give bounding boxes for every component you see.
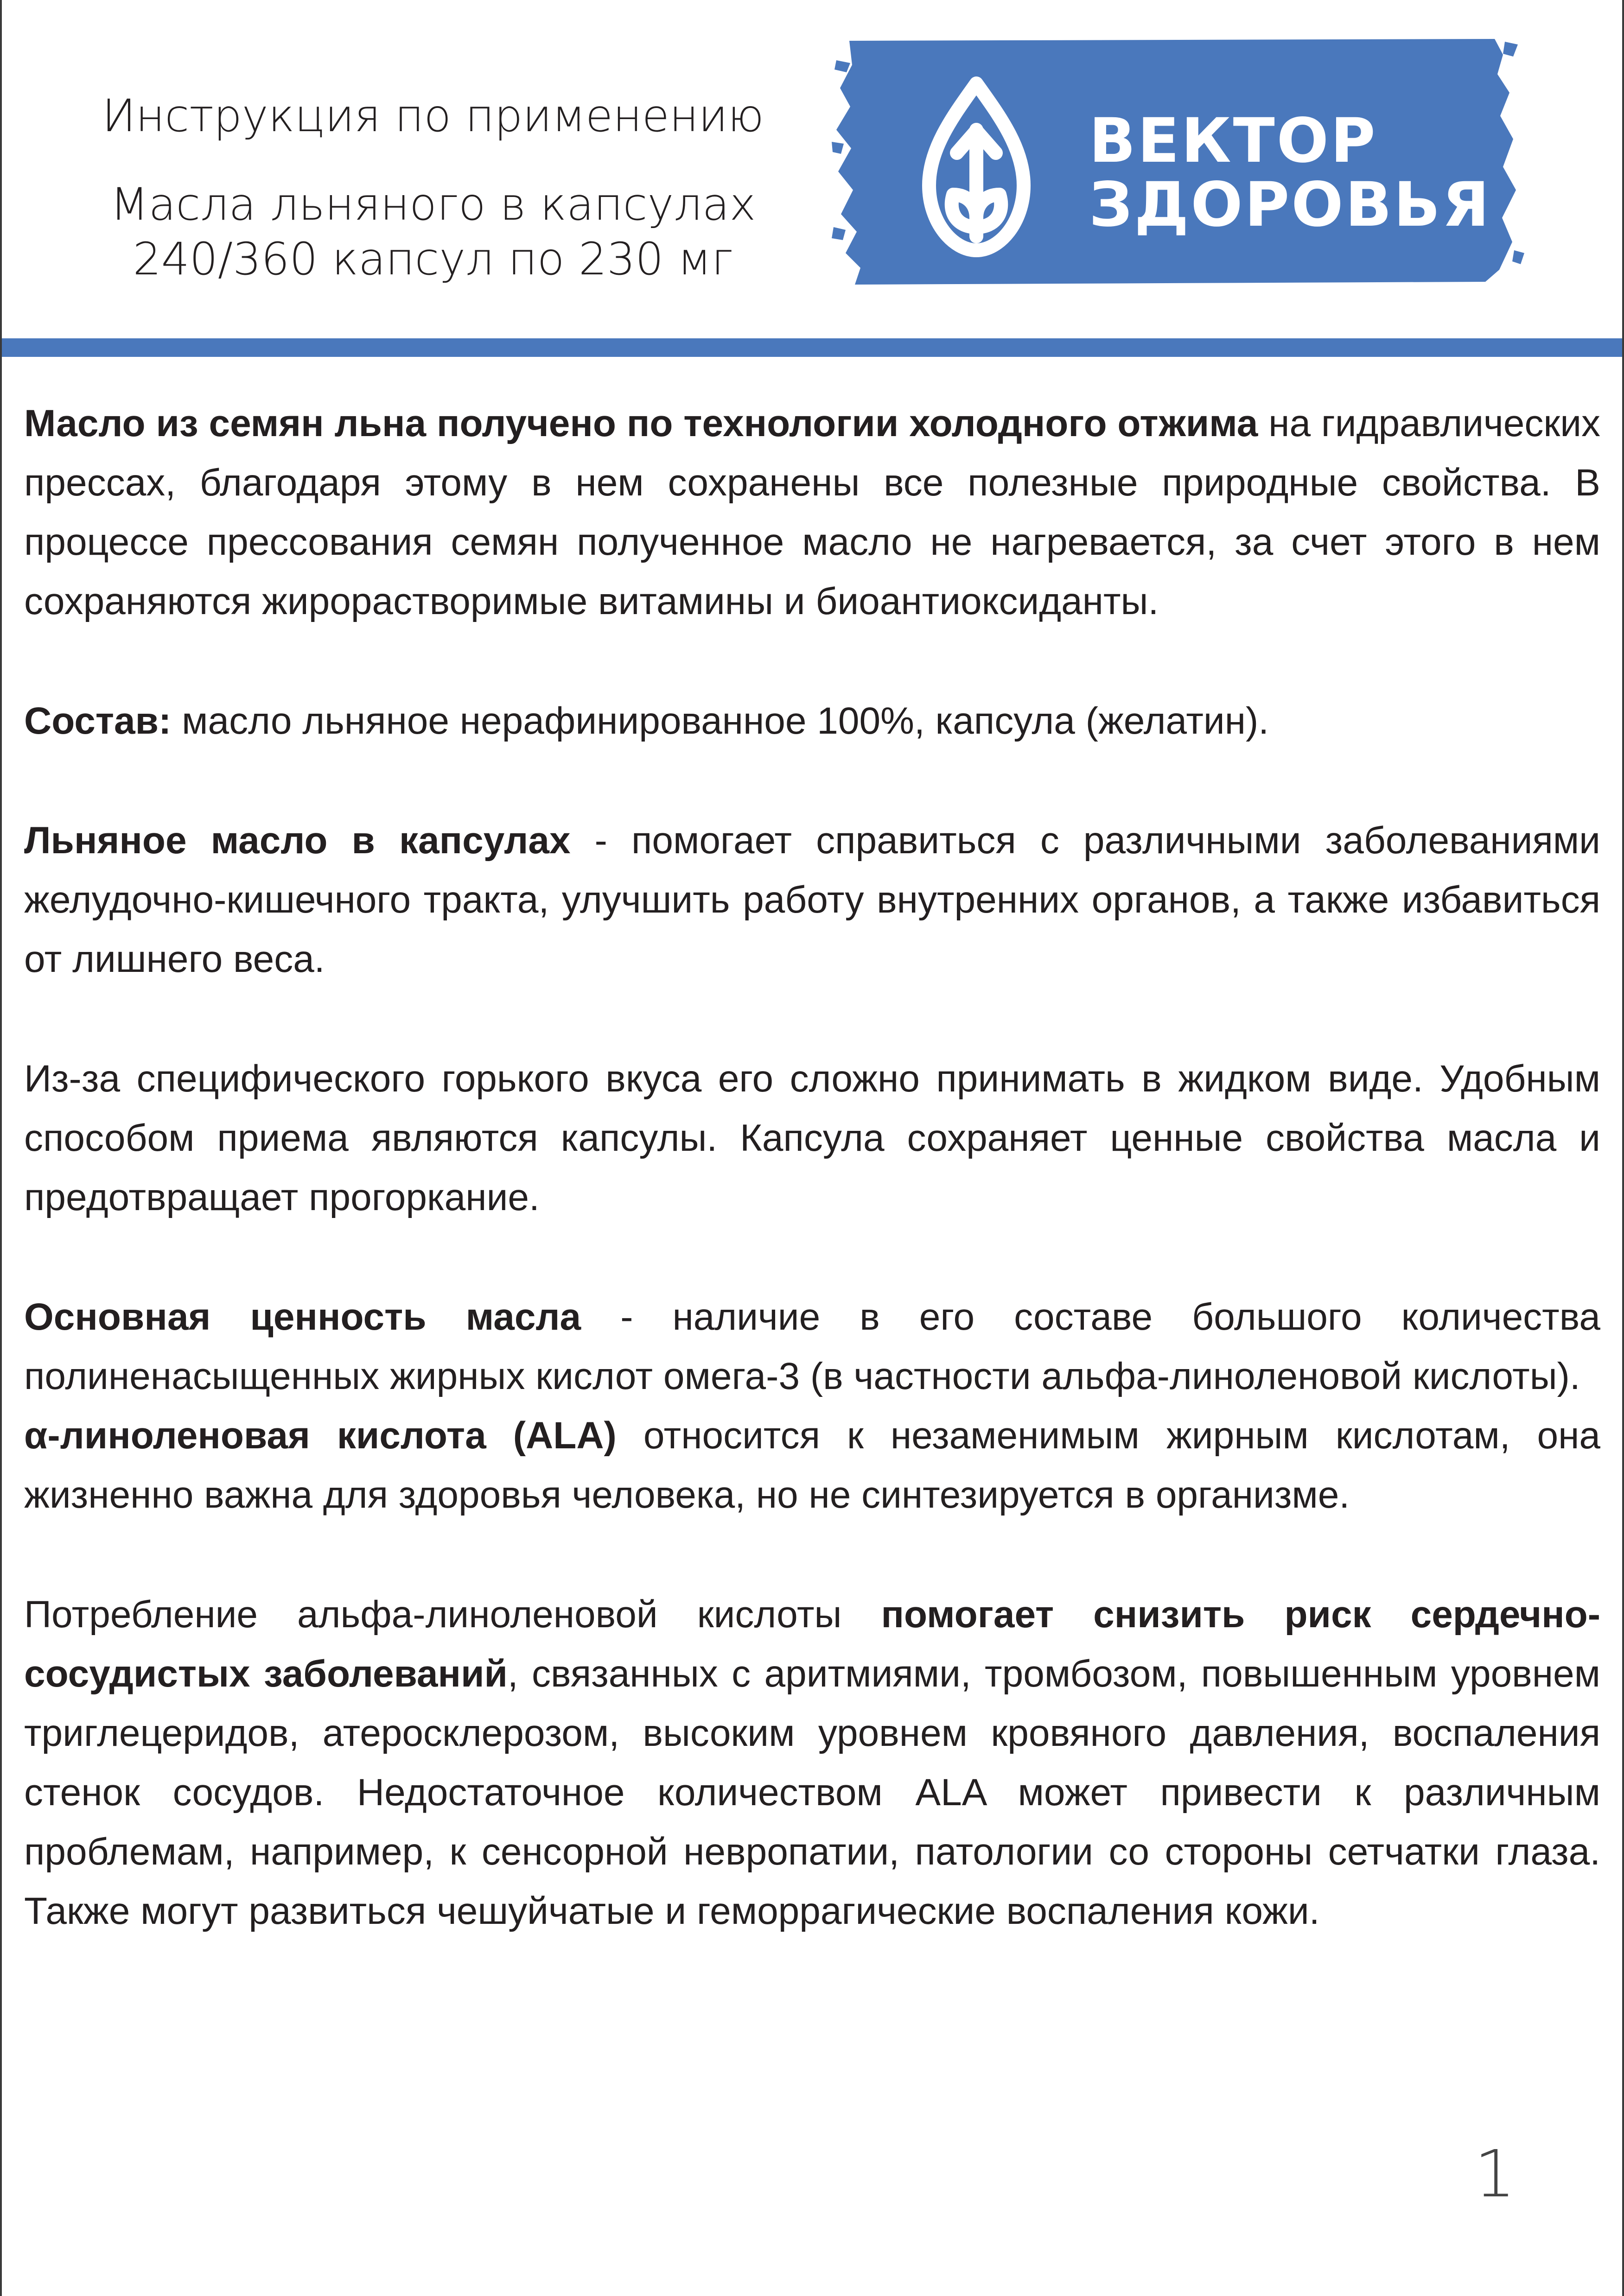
paragraph-taste (24, 1049, 1600, 1227)
paragraph-production (24, 394, 1600, 631)
product-pack-size: 240/360 капсул по 230 мг (133, 233, 733, 285)
paragraph-composition-text: масло льняное нерафинированное 100%, капсула (желатин). (171, 700, 1269, 742)
brand-logo (832, 32, 1527, 292)
paragraph-main-value-bold: Основная ценность масла (24, 1296, 581, 1338)
paragraph-cardio-bold: помогает снизить риск сердечно-сосудистых заболеваний (24, 1593, 1600, 1695)
paragraph-ala-text: относится к незаменимым жирным кислотам, она жизненно важна для здоровья человека, но не синтезируется в организме. (24, 1414, 1600, 1516)
paragraph-cardio-text-before: Потребление альфа-линоленовой кислоты (24, 1593, 881, 1636)
paragraph-main-value (24, 1288, 1600, 1406)
logo-brand-line1: ВЕКТОР (1089, 105, 1377, 177)
logo-wordmark (1089, 105, 1491, 241)
paragraph-cardio (24, 1585, 1600, 1941)
document-header (85, 88, 781, 286)
header-divider (2, 338, 1622, 357)
paragraph-main-value-text: - наличие в его составе большого количества полиненасыщенных жирных кислот омега-3 (в частности альфа-линоленовой кислоты). (24, 1296, 1600, 1397)
paragraph-ala (24, 1406, 1600, 1525)
paragraph-benefits-bold: Льняное масло в капсулах (24, 819, 571, 862)
paragraph-benefits-text: - помогает справиться с различными заболеваниями желудочно-кишечного тракта, улучшить работу внутренних органов, а также избавиться от лишнего веса. (24, 819, 1600, 980)
paragraph-composition-bold: Состав: (24, 700, 172, 742)
instruction-body (24, 394, 1600, 1941)
paragraph-benefits (24, 811, 1600, 989)
logo-brand-line2: ЗДОРОВЬЯ (1089, 169, 1491, 241)
paragraph-taste-text: Из-за специфического горького вкуса его сложно принимать в жидком виде. Удобным способом приема являются капсулы. Капсула сохраняет ценные свойства масла и предотвращает прогоркание. (24, 1058, 1600, 1218)
paragraph-production-text: на гидравлических прессах, благодаря этому в нем сохранены все полезные природные свойства. В процессе прессования семян полученное масло не нагревается, за счет этого в нем сохраняются жирорастворимые витамины и биоантиоксиданты. (24, 402, 1601, 622)
product-name: Масла льняного в капсулах (110, 178, 756, 230)
paragraph-ala-bold: α-линоленовая кислота (ALA) (24, 1414, 617, 1457)
header-title: Инструкция по применению (102, 90, 764, 142)
paragraph-cardio-text: , связанных с аритмиями, тромбозом, повышенным уровнем триглецеридов, атеросклерозом, высоким уровнем кровяного давления, воспаления стенок сосудов. Недостаточное количеством ALA может привести к различным проблемам, например, к сенсорной невропатии, патологии со стороны сетчатки глаза. Также могут развиться чешуйчатые и геморрагические воспаления кожи. (24, 1653, 1600, 1932)
paragraph-production-bold: Масло из семян льна получено по технологии холодного отжима (24, 402, 1258, 444)
page-number: 1 (1474, 2137, 1516, 2212)
paragraph-composition (24, 691, 1600, 751)
